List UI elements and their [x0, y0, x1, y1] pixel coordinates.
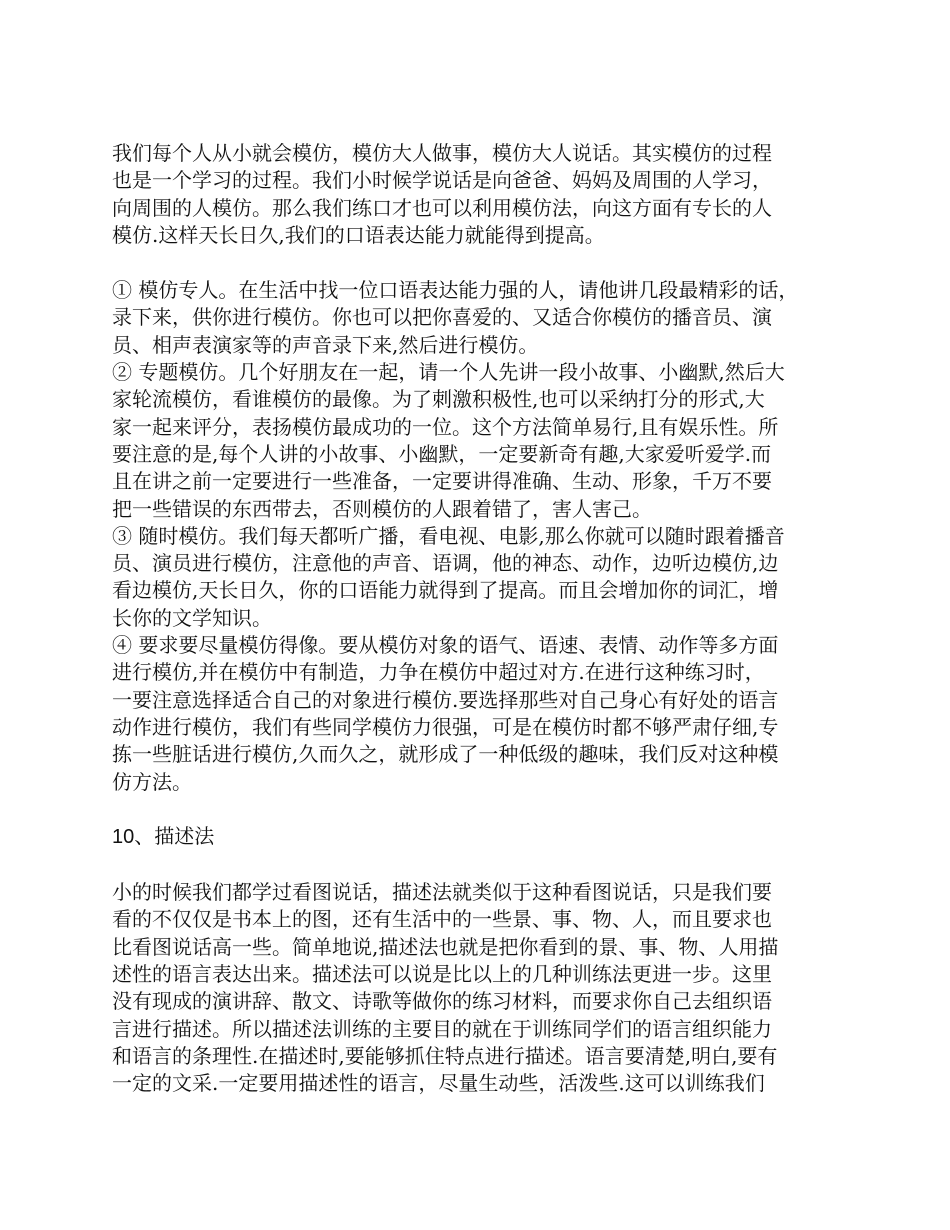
paragraph-gap	[112, 851, 840, 879]
text-line: 把一些错误的东西带去，否则模仿的人跟着错了，害人害己。	[112, 496, 652, 521]
document-page	[112, 140, 840, 1098]
text-line: 向周围的人模仿。那么我们练口才也可以利用模仿法，向这方面有专长的人	[112, 195, 772, 220]
item-4-paragraph	[112, 632, 840, 796]
item-1-paragraph	[112, 277, 840, 359]
text-line: 拣一些脏话进行模仿,久而久之，就形成了一种低级的趣味，我们反对这种模	[112, 742, 779, 767]
item-2-paragraph	[112, 359, 840, 523]
text-line: 录下来，供你进行模仿。你也可以把你喜爱的、又适合你模仿的播音员、演	[112, 305, 772, 330]
text-line: 家一起来评分，表扬模仿最成功的一位。这个方法简单易行,且有娱乐性。所	[112, 414, 779, 439]
paragraph-gap	[112, 796, 840, 824]
text-line: 比看图说话高一些。简单地说,描述法也就是把你看到的景、事、物、人用描	[112, 934, 779, 959]
text-line: 看的不仅仅是书本上的图，还有生活中的一些景、事、物、人，而且要求也	[112, 907, 772, 932]
text-line: 言进行描述。所以描述法训练的主要目的就在于训练同学们的语言组织能力	[112, 1016, 772, 1041]
text-line: 和语言的条理性.在描述时,要能够抓住特点进行描述。语言要清楚,明白,要有	[112, 1043, 778, 1068]
text-line: 一定的文采.一定要用描述性的语言，尽量生动些，活泼些.这可以训练我们	[112, 1071, 765, 1096]
text-line: 动作进行模仿，我们有些同学模仿力很强，可是在模仿时都不够严肃仔细,专	[112, 714, 779, 739]
section-body-paragraph	[112, 879, 840, 1097]
text-line: 进行模仿,并在模仿中有制造，力争在模仿中超过对方.在进行这种练习时，	[112, 660, 765, 685]
paragraph-gap	[112, 249, 840, 277]
text-line: 员、演员进行模仿，注意他的声音、语调，他的神态、动作，边听边模仿,边	[112, 551, 779, 576]
text-line: 仿方法。	[112, 769, 192, 794]
text-line: ① 模仿专人。在生活中找一位口语表达能力强的人，请他讲几段最精彩的话，	[112, 278, 799, 303]
intro-paragraph	[112, 140, 840, 249]
text-line: ③ 随时模仿。我们每天都听广播，看电视、电影,那么你就可以随时跟着播音	[112, 523, 785, 548]
text-line: 家轮流模仿，看谁模仿的最像。为了刺激积极性,也可以采纳打分的形式,大	[112, 387, 765, 412]
text-line: 我们每个人从小就会模仿，模仿大人做事，模仿大人说话。其实模仿的过程	[112, 141, 772, 165]
text-line: ② 专题模仿。几个好朋友在一起，请一个人先讲一段小故事、小幽默,然后大	[112, 360, 785, 385]
text-line: 没有现成的演讲辞、散文、诗歌等做你的练习材料，而要求你自己去组织语	[112, 989, 772, 1014]
text-line: 且在讲之前一定要进行一些准备，一定要讲得准确、生动、形象，千万不要	[112, 469, 772, 494]
item-3-paragraph	[112, 523, 840, 632]
text-line: 看边模仿,天长日久，你的口语能力就得到了提高。而且会增加你的词汇，增	[112, 578, 779, 603]
text-line: 长你的文学知识。	[112, 605, 272, 630]
section-heading: 10、描述法	[112, 825, 215, 848]
text-line: 一要注意选择适合自己的对象进行模仿.要选择那些对自己身心有好处的语言	[112, 687, 779, 712]
text-line: 小的时候我们都学过看图说话，描述法就类似于这种看图说话，只是我们要	[112, 880, 772, 905]
text-line: ④ 要求要尽量模仿得像。要从模仿对象的语气、语速、表情、动作等多方面	[112, 633, 779, 658]
text-line: 员、相声表演家等的声音录下来,然后进行模仿。	[112, 332, 539, 357]
text-line: 要注意的是,每个人讲的小故事、小幽默，一定要新奇有趣,大家爱听爱学.而	[112, 441, 772, 466]
text-line: 述性的语言表达出来。描述法可以说是比以上的几种训练法更进一步。这里	[112, 962, 772, 987]
text-line: 也是一个学习的过程。我们小时候学说话是向爸爸、妈妈及周围的人学习，	[112, 168, 772, 193]
text-line: 模仿.这样天长日久,我们的口语表达能力就能得到提高。	[112, 222, 605, 247]
